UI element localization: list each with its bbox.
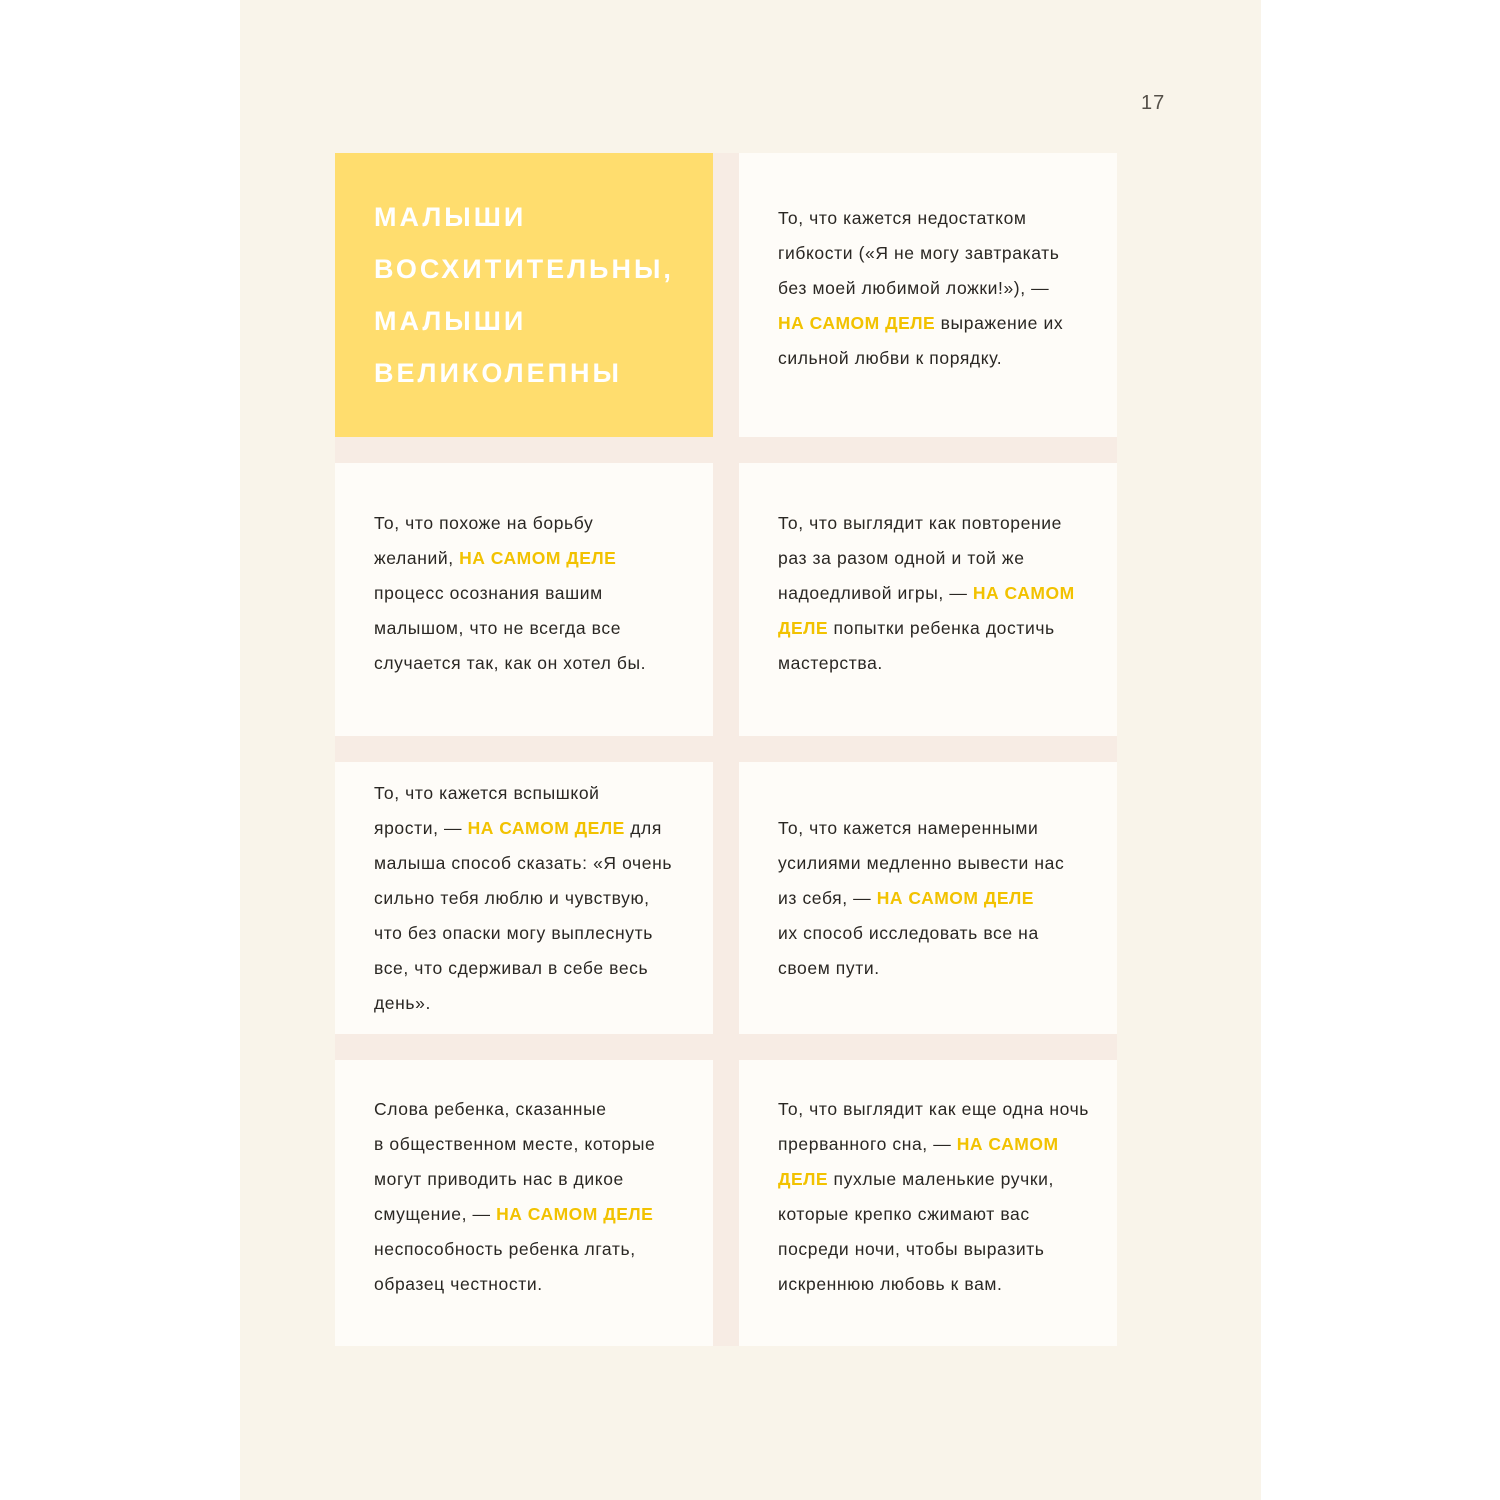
text-segment: случается так, как он хотел бы. (374, 653, 647, 673)
text-line (374, 1162, 655, 1197)
text-segment: выражение их (935, 312, 1064, 333)
text-line (374, 1232, 655, 1267)
text-segment: своем пути. (778, 957, 880, 978)
text-line (778, 1162, 1089, 1197)
text-segment: желаний, (374, 548, 460, 568)
text-line (374, 1197, 655, 1232)
text-segment: малыша способ сказать: «Я очень (374, 852, 673, 873)
section-title (374, 191, 674, 399)
text-segment: образец честности. (374, 1274, 543, 1294)
text-segment: малышом, что не всегда все (374, 618, 622, 638)
text-segment: для (624, 817, 662, 838)
text-segment: искреннюю любовь к вам. (778, 1274, 1003, 1294)
text-segment: То, что выглядит как еще одна ночь (778, 1099, 1090, 1119)
text-line (374, 576, 646, 611)
text-segment: могут приводить нас в дикое (374, 1169, 624, 1189)
text-card (335, 762, 713, 1034)
text-segment: мастерства. (778, 653, 883, 673)
text-card (739, 153, 1117, 437)
text-line (374, 846, 672, 881)
text-line (778, 646, 1075, 681)
text-segment: неспособность ребенка лгать, (374, 1239, 636, 1259)
text-line (778, 1092, 1089, 1127)
text-segment: из себя, — (778, 887, 877, 908)
text-line (778, 1127, 1089, 1162)
card-text (374, 1092, 655, 1302)
text-line (374, 881, 672, 916)
text-line (778, 1197, 1089, 1232)
text-line (778, 576, 1075, 611)
text-line (374, 646, 646, 681)
text-line (374, 951, 672, 986)
text-segment: прерванного сна, — (778, 1134, 957, 1154)
highlight-phrase: НА САМОМ (972, 583, 1075, 603)
text-segment: все, что сдерживал в себе весь (374, 957, 649, 978)
text-line (778, 236, 1063, 271)
text-line (778, 341, 1063, 376)
highlight-phrase: НА САМОМ (956, 1134, 1059, 1154)
text-segment: раз за разом одной и той же (778, 548, 1025, 568)
text-card (739, 463, 1117, 736)
text-line (374, 776, 672, 811)
highlight-phrase: НА САМОМ ДЕЛЕ (496, 1204, 654, 1224)
text-segment: То, что кажется недостатком (778, 207, 1027, 228)
card-text (778, 1092, 1089, 1302)
text-line (374, 1267, 655, 1302)
text-segment: без моей любимой ложки!»), — (778, 277, 1050, 298)
card-text (374, 776, 672, 1021)
title-line: МАЛЫШИ (374, 202, 527, 232)
text-segment: надоедливой игры, — (778, 583, 973, 603)
text-line (778, 846, 1064, 881)
title-line: ВЕЛИКОЛЕПНЫ (374, 358, 622, 388)
text-line (374, 916, 672, 951)
text-segment: усилиями медленно вывести нас (778, 852, 1065, 873)
highlight-phrase: НА САМОМ ДЕЛЕ (876, 887, 1034, 908)
title-card (335, 153, 713, 437)
text-line (778, 611, 1075, 646)
text-line (778, 541, 1075, 576)
text-segment: То, что выглядит как повторение (778, 513, 1062, 533)
text-line (778, 306, 1063, 341)
text-segment: что без опаски могу выплеснуть (374, 922, 653, 943)
card-text (374, 506, 646, 681)
text-line (374, 811, 672, 846)
text-segment: То, что кажется вспышкой (374, 782, 600, 803)
highlight-phrase: НА САМОМ ДЕЛЕ (467, 817, 625, 838)
highlight-phrase: ДЕЛЕ (778, 618, 829, 638)
text-segment: ярости, — (374, 817, 468, 838)
text-line (778, 881, 1064, 916)
text-line (778, 916, 1064, 951)
text-segment: То, что похоже на борьбу (374, 513, 594, 533)
text-segment: которые крепко сжимают вас (778, 1204, 1030, 1224)
text-line (778, 1232, 1089, 1267)
text-segment: гибкости («Я не могу завтракать (778, 242, 1060, 263)
highlight-phrase: ДЕЛЕ (778, 1169, 829, 1189)
card-text (778, 811, 1064, 986)
text-segment: смущение, — (374, 1204, 497, 1224)
text-line (778, 506, 1075, 541)
text-segment: попытки ребенка достичь (828, 618, 1055, 638)
text-segment: посреди ночи, чтобы выразить (778, 1239, 1045, 1259)
text-segment: в общественном месте, которые (374, 1134, 656, 1154)
text-card (335, 463, 713, 736)
text-line (778, 811, 1064, 846)
text-line (778, 271, 1063, 306)
text-segment: То, что кажется намеренными (778, 817, 1039, 838)
text-segment: день». (374, 992, 431, 1013)
title-line: МАЛЫШИ (374, 306, 527, 336)
text-card (335, 1060, 713, 1346)
text-segment: их способ исследовать все на (778, 922, 1039, 943)
text-line (374, 506, 646, 541)
text-segment: сильно тебя люблю и чувствую, (374, 887, 650, 908)
text-line (374, 986, 672, 1021)
text-line (374, 1092, 655, 1127)
text-segment: процесс осознания вашим (374, 583, 603, 603)
text-card (739, 762, 1117, 1034)
card-text (778, 506, 1075, 681)
text-segment: Слова ребенка, сказанные (374, 1099, 607, 1119)
highlight-phrase: НА САМОМ ДЕЛЕ (778, 312, 936, 333)
card-text (778, 201, 1063, 376)
text-card (739, 1060, 1117, 1346)
text-line (374, 541, 646, 576)
text-segment: пухлые маленькие ручки, (828, 1169, 1054, 1189)
text-segment: сильной любви к порядку. (778, 347, 1003, 368)
text-line (374, 611, 646, 646)
text-line (778, 951, 1064, 986)
text-line (778, 201, 1063, 236)
title-line: ВОСХИТИТЕЛЬНЫ, (374, 254, 674, 284)
text-line (374, 1127, 655, 1162)
page-number: 17 (1141, 92, 1166, 114)
highlight-phrase: НА САМОМ ДЕЛЕ (459, 548, 617, 568)
text-line (778, 1267, 1089, 1302)
